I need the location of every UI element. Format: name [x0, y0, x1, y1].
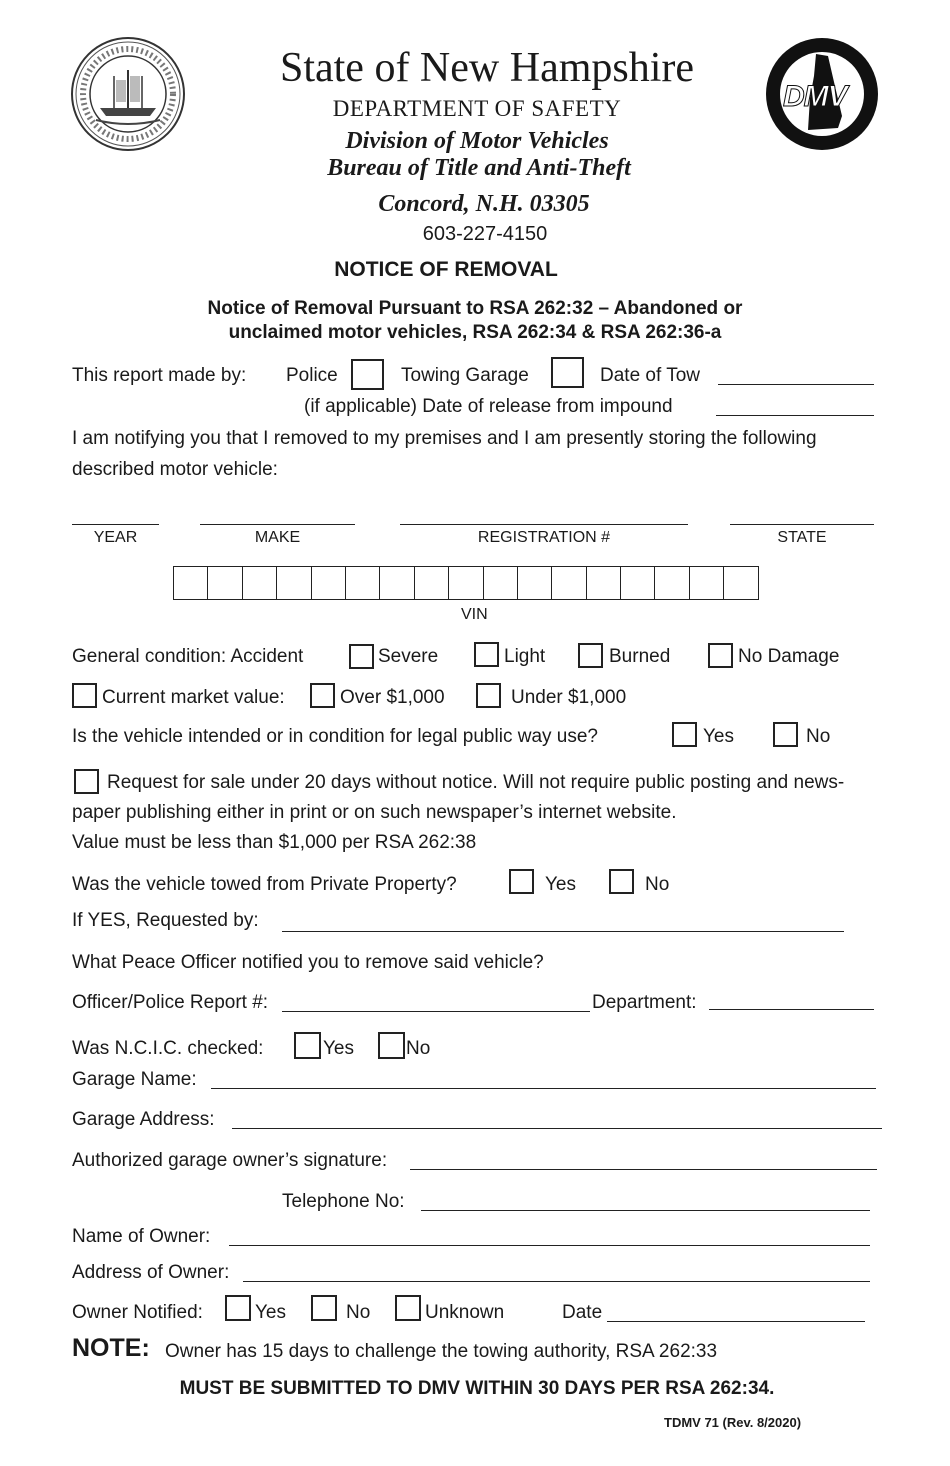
owner-address-label: Address of Owner:: [72, 1262, 230, 1283]
vin-cell[interactable]: [654, 566, 689, 600]
owner-notified-unknown-label: Unknown: [425, 1302, 505, 1323]
private-property-question: Was the vehicle towed from Private Property?: [72, 874, 457, 895]
private-property-no-checkbox[interactable]: [609, 869, 634, 894]
under-1000-checkbox[interactable]: [476, 683, 501, 708]
market-value-label: Current market value:: [102, 687, 285, 708]
form-number: TDMV 71 (Rev. 8/2020): [664, 1415, 802, 1430]
over-1000-checkbox[interactable]: [310, 683, 335, 708]
must-submit-notice: MUST BE SUBMITTED TO DMV WITHIN 30 DAYS PER RSA 262:34.: [179, 1378, 775, 1399]
vin-cell[interactable]: [311, 566, 346, 600]
owner-notified-label: Owner Notified:: [72, 1302, 203, 1323]
owner-name-label: Name of Owner:: [72, 1226, 211, 1247]
officer-report-label: Officer/Police Report #:: [72, 992, 269, 1013]
owner-name-field[interactable]: [229, 1245, 870, 1246]
private-property-no-label: No: [645, 874, 670, 895]
no-damage-checkbox[interactable]: [708, 643, 733, 668]
date-of-tow-field[interactable]: [718, 384, 874, 385]
public-way-no-label: No: [806, 726, 831, 747]
department-label: Department:: [592, 992, 697, 1013]
owner-address-field[interactable]: [243, 1281, 870, 1282]
form-title: NOTICE OF REMOVAL: [334, 258, 558, 281]
request-sale-line-2: paper publishing either in print or on such newspaper’s internet website.: [72, 802, 677, 823]
vin-cell[interactable]: [723, 566, 758, 600]
notify-line-2: described motor vehicle:: [72, 459, 278, 480]
garage-name-field[interactable]: [211, 1088, 876, 1089]
public-way-yes-checkbox[interactable]: [672, 722, 697, 747]
under-1000-label: Under $1,000: [511, 687, 627, 708]
ncic-yes-checkbox[interactable]: [294, 1032, 321, 1059]
police-label: Police: [286, 365, 338, 386]
request-sale-line-1: Request for sale under 20 days without notice. Will not require public posting and news-: [107, 772, 845, 793]
severe-label: Severe: [378, 646, 439, 667]
state-field[interactable]: [730, 524, 874, 525]
burned-label: Burned: [609, 646, 671, 667]
date-of-tow-label: Date of Tow: [600, 365, 700, 386]
public-way-yes-label: Yes: [703, 726, 734, 747]
bureau-name: Bureau of Title and Anti-Theft: [327, 155, 631, 181]
requested-by-field[interactable]: [282, 931, 844, 932]
request-sale-checkbox[interactable]: [74, 769, 99, 794]
state-label: STATE: [777, 529, 827, 546]
over-1000-label: Over $1,000: [340, 687, 445, 708]
vin-cell[interactable]: [173, 566, 208, 600]
request-sale-line-3: Value must be less than $1,000 per RSA 262:38: [72, 832, 477, 853]
owner-notified-date-label: Date: [562, 1302, 603, 1323]
vin-cell[interactable]: [483, 566, 518, 600]
registration-label: REGISTRATION #: [477, 529, 611, 546]
vin-cell[interactable]: [448, 566, 483, 600]
vin-cell[interactable]: [379, 566, 414, 600]
vin-boxes[interactable]: [173, 566, 759, 600]
peace-officer-question: What Peace Officer notified you to remove said vehicle?: [72, 952, 544, 973]
registration-field[interactable]: [400, 524, 688, 525]
ncic-question: Was N.C.I.C. checked:: [72, 1038, 264, 1059]
form-subtitle-line1: Notice of Removal Pursuant to RSA 262:32 – Abandoned or: [207, 298, 743, 319]
vin-label: VIN: [461, 606, 488, 623]
city-address: Concord, N.H. 03305: [378, 191, 590, 217]
division-name: Division of Motor Vehicles: [345, 128, 609, 154]
no-damage-label: No Damage: [738, 646, 840, 667]
garage-address-field[interactable]: [232, 1128, 882, 1129]
ncic-no-checkbox[interactable]: [378, 1032, 405, 1059]
form-subtitle-line2: unclaimed motor vehicles, RSA 262:34 & RSA 262:36-a: [228, 322, 722, 343]
department-field[interactable]: [709, 1009, 874, 1010]
light-checkbox[interactable]: [474, 642, 499, 667]
vin-cell[interactable]: [517, 566, 552, 600]
private-property-yes-checkbox[interactable]: [509, 869, 534, 894]
vin-cell[interactable]: [276, 566, 311, 600]
owner-notified-no-checkbox[interactable]: [311, 1295, 337, 1321]
towing-garage-checkbox[interactable]: [551, 357, 584, 388]
severe-checkbox[interactable]: [349, 644, 374, 669]
ncic-yes-label: Yes: [323, 1038, 354, 1059]
signature-field[interactable]: [410, 1169, 877, 1170]
year-label: YEAR: [93, 529, 138, 546]
telephone-field[interactable]: [421, 1210, 870, 1211]
make-field[interactable]: [200, 524, 355, 525]
public-way-question: Is the vehicle intended or in condition for legal public way use?: [72, 726, 598, 747]
vin-cell[interactable]: [242, 566, 277, 600]
requested-by-label: If YES, Requested by:: [72, 910, 259, 931]
state-title: State of New Hampshire: [279, 45, 695, 91]
owner-notified-yes-label: Yes: [255, 1302, 286, 1323]
owner-notified-yes-checkbox[interactable]: [225, 1295, 251, 1321]
dmv-logo-text: DMV: [783, 80, 847, 113]
police-checkbox[interactable]: [351, 359, 384, 390]
state-seal-icon: [70, 36, 186, 152]
public-way-no-checkbox[interactable]: [773, 722, 798, 747]
vin-cell[interactable]: [207, 566, 242, 600]
officer-report-field[interactable]: [282, 1011, 590, 1012]
make-label: MAKE: [254, 529, 301, 546]
vin-cell[interactable]: [414, 566, 449, 600]
light-label: Light: [504, 646, 546, 667]
phone-number: 603-227-4150: [422, 223, 548, 245]
towing-garage-label: Towing Garage: [401, 365, 529, 386]
signature-label: Authorized garage owner’s signature:: [72, 1150, 388, 1171]
note-text: Owner has 15 days to challenge the towing authority, RSA 262:33: [165, 1341, 718, 1362]
notify-line-1: I am notifying you that I removed to my premises and I am presently storing the following: [72, 428, 817, 449]
telephone-label: Telephone No:: [282, 1191, 405, 1212]
ncic-no-label: No: [406, 1038, 431, 1059]
vin-cell[interactable]: [689, 566, 724, 600]
vin-cell[interactable]: [551, 566, 586, 600]
general-condition-label: General condition: Accident: [72, 646, 304, 667]
report-made-by-label: This report made by:: [72, 365, 247, 386]
department-name: DEPARTMENT OF SAFETY: [332, 96, 622, 121]
note-label: NOTE:: [72, 1334, 150, 1362]
garage-name-label: Garage Name:: [72, 1069, 197, 1090]
release-date-field[interactable]: [716, 415, 874, 416]
release-date-label: (if applicable) Date of release from impound: [304, 396, 673, 417]
market-value-checkbox[interactable]: [72, 683, 97, 708]
garage-address-label: Garage Address:: [72, 1109, 215, 1130]
owner-notified-date-field[interactable]: [607, 1321, 865, 1322]
owner-notified-no-label: No: [346, 1302, 371, 1323]
vin-cell[interactable]: [345, 566, 380, 600]
owner-notified-unknown-checkbox[interactable]: [395, 1295, 421, 1321]
burned-checkbox[interactable]: [578, 643, 603, 668]
vin-cell[interactable]: [620, 566, 655, 600]
year-field[interactable]: [72, 524, 159, 525]
vin-cell[interactable]: [586, 566, 621, 600]
private-property-yes-label: Yes: [545, 874, 576, 895]
